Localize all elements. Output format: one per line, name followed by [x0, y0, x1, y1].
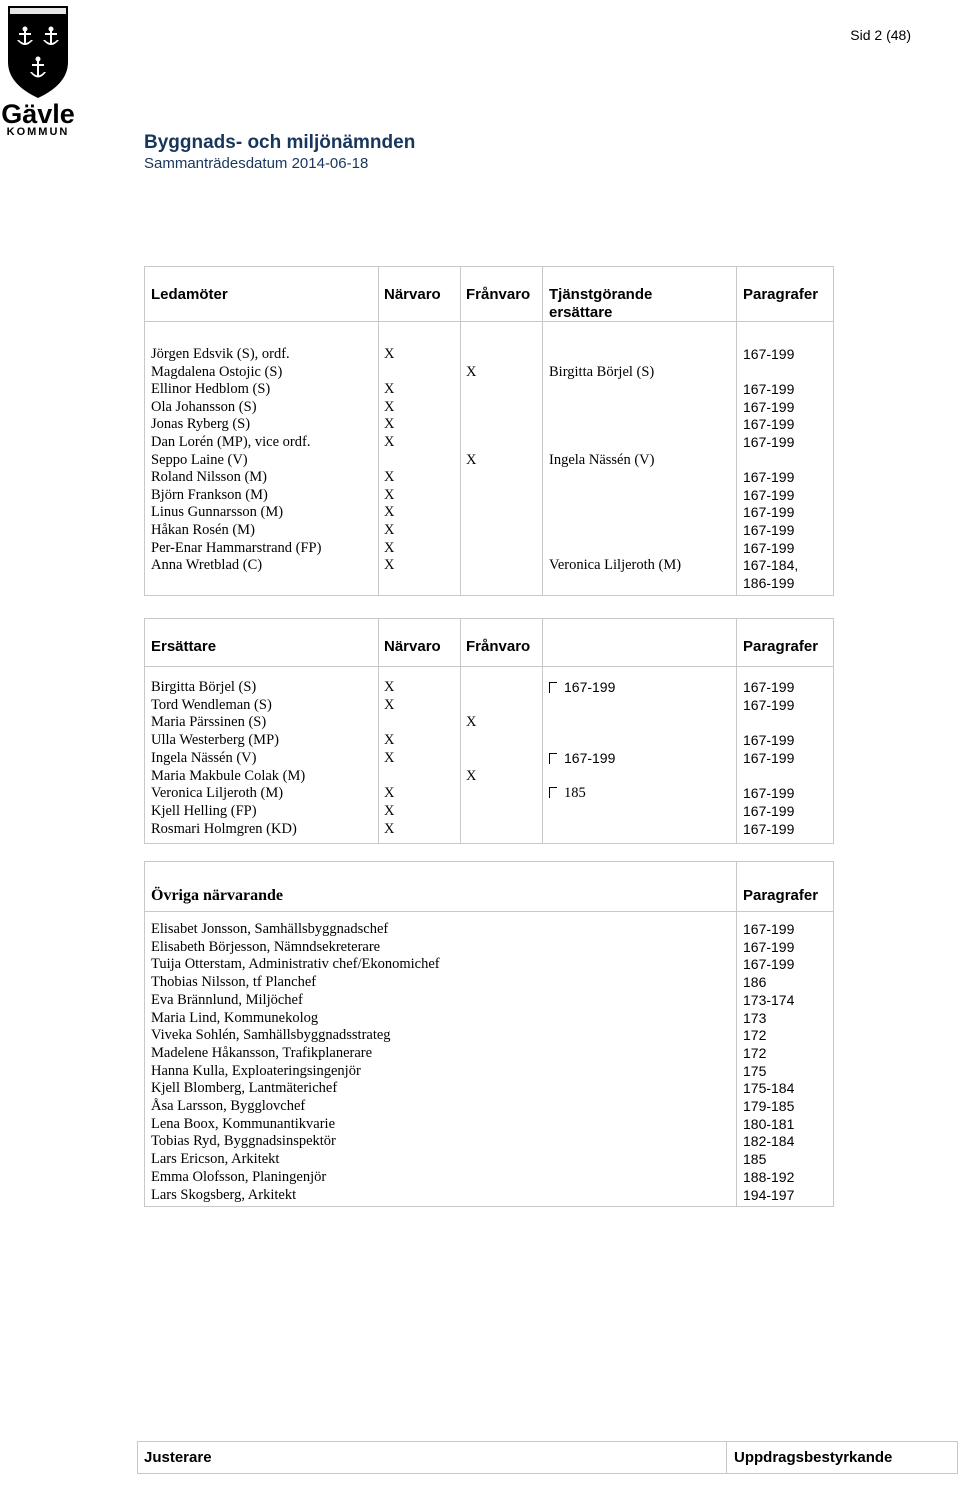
members-header-paragraphs: Paragrafer	[743, 286, 819, 303]
paragraph-range: 167-199	[743, 749, 795, 766]
substitutes-table	[144, 618, 834, 844]
substitute-row	[145, 768, 833, 786]
paragraph-range: 167-199	[743, 398, 795, 415]
present-mark: X	[384, 434, 395, 450]
member-name: Linus Gunnarsson (M)	[151, 504, 284, 521]
present-mark: X	[384, 557, 395, 574]
substitute-name: Rosmari Holmgren (KD)	[151, 820, 297, 837]
present-mark: X	[384, 504, 395, 521]
signature-footer	[137, 1441, 958, 1474]
serving-paragraphs: 167-199	[549, 750, 615, 768]
members-table	[144, 266, 834, 596]
member-name: Roland Nilsson (M)	[151, 469, 267, 486]
substitutes-header-name: Ersättare	[151, 638, 217, 655]
member-name: Björn Frankson (M)	[151, 486, 268, 503]
absent-mark: X	[466, 714, 477, 731]
attendee-row	[145, 956, 833, 974]
member-name: Magdalena Ostojic (S)	[151, 363, 283, 380]
attendee-name: Åsa Larsson, Bygglovchef	[151, 1098, 306, 1114]
serving-substitute: Ingela Nässén (V)	[549, 451, 655, 468]
member-name: Per-Enar Hammarstrand (FP)	[151, 539, 322, 556]
present-mark: X	[384, 522, 395, 538]
paragraph-range: 175-184	[743, 1080, 795, 1097]
attendee-name: Maria Lind, Kommunekolog	[151, 1009, 319, 1026]
substitute-row	[145, 714, 833, 732]
checkmark-icon	[549, 787, 557, 798]
substitute-row	[145, 697, 833, 715]
member-name: Ellinor Hedblom (S)	[151, 381, 271, 398]
paragraph-range: 167-199	[743, 346, 795, 362]
meeting-date: Sammanträdesdatum 2014-06-18	[144, 155, 369, 172]
paragraph-range: 167-199	[743, 820, 795, 837]
member-name: Ola Johansson (S)	[151, 398, 257, 415]
attendee-row	[145, 1080, 833, 1098]
paragraph-range: 172	[743, 1044, 767, 1061]
paragraph-range: 167-199	[743, 956, 795, 973]
member-row	[145, 504, 833, 522]
present-mark: X	[384, 416, 395, 433]
substitute-name: Veronica Liljeroth (M)	[151, 785, 284, 802]
absent-mark: X	[466, 363, 477, 380]
member-name: Anna Wretblad (C)	[151, 557, 263, 574]
attendee-row	[145, 1045, 833, 1063]
substitute-row	[145, 732, 833, 750]
attendee-row	[145, 1169, 833, 1187]
footer-adjuster: Justerare	[144, 1449, 212, 1466]
attendee-name: Viveka Sohlén, Samhällsbyggnadsstrateg	[151, 1027, 391, 1044]
serving-substitute: Veronica Liljeroth (M)	[549, 557, 682, 574]
member-row	[145, 452, 833, 470]
attendee-name: Tobias Ryd, Byggnadsinspektör	[151, 1133, 336, 1150]
attendee-row	[145, 1151, 833, 1169]
serving-substitute: Birgitta Börjel (S)	[549, 363, 655, 380]
footer-certification: Uppdragsbestyrkande	[734, 1449, 893, 1466]
paragraph-range: 167-199	[743, 522, 795, 538]
paragraph-range: 167-199	[743, 504, 795, 521]
attendee-row	[145, 1010, 833, 1028]
members-header-name: Ledamöter	[151, 286, 228, 303]
municipality-logo	[0, 2, 76, 137]
serving-paragraphs: 185	[549, 785, 586, 803]
present-mark: X	[384, 486, 395, 503]
checkmark-icon	[549, 753, 557, 764]
absent-mark: X	[466, 451, 477, 468]
paragraph-range: 167-184,	[743, 557, 799, 574]
committee-title: Byggnads- och miljönämnden	[144, 132, 416, 153]
paragraph-range: 167-199	[743, 469, 795, 486]
paragraph-range: 167-199	[743, 679, 795, 695]
present-mark: X	[384, 749, 395, 766]
attendee-row	[145, 1063, 833, 1081]
absent-mark: X	[466, 767, 477, 784]
member-row	[145, 381, 833, 399]
member-row	[145, 434, 833, 452]
member-row	[145, 522, 833, 540]
attendee-name: Kjell Blomberg, Lantmäterichef	[151, 1080, 338, 1097]
member-row	[145, 469, 833, 487]
present-mark: X	[384, 539, 395, 556]
paragraph-range: 167-199	[743, 486, 795, 503]
substitute-row	[145, 785, 833, 803]
attendee-row	[145, 921, 833, 939]
present-mark: X	[384, 785, 395, 802]
others-header-title: Övriga närvarande	[151, 887, 283, 904]
attendee-name: Lars Skogsberg, Arkitekt	[151, 1186, 297, 1203]
member-row	[145, 416, 833, 434]
paragraph-range: 167-199	[743, 921, 795, 937]
members-header-substitute-2: ersättare	[549, 304, 613, 321]
substitute-name: Kjell Helling (FP)	[151, 802, 257, 819]
substitute-name: Maria Makbule Colak (M)	[151, 767, 306, 784]
paragraph-range: 194-197	[743, 1186, 795, 1203]
present-mark: X	[384, 381, 395, 398]
paragraph-range: 167-199	[743, 938, 795, 955]
member-row	[145, 346, 833, 364]
attendee-name: Elisabeth Börjesson, Nämndsekreterare	[151, 938, 381, 955]
substitute-row	[145, 750, 833, 768]
member-name: Seppo Laine (V)	[151, 451, 248, 468]
substitute-name: Ulla Westerberg (MP)	[151, 732, 279, 749]
paragraph-range: 167-199	[743, 539, 795, 556]
substitute-name: Tord Wendleman (S)	[151, 696, 272, 713]
attendee-row	[145, 1133, 833, 1151]
checkmark-icon	[549, 682, 557, 693]
attendee-name: Elisabet Jonsson, Samhällsbyggnadschef	[151, 921, 389, 937]
attendee-row	[145, 1027, 833, 1045]
paragraph-range: 167-199	[743, 381, 795, 398]
paragraph-range: 186	[743, 974, 767, 991]
paragraph-range: 167-199	[743, 416, 795, 433]
substitute-name: Maria Pärssinen (S)	[151, 714, 267, 731]
paragraph-range: 167-199	[743, 732, 795, 749]
paragraph-range: 180-181	[743, 1115, 795, 1132]
others-table	[144, 861, 834, 1207]
present-mark: X	[384, 469, 395, 486]
present-mark: X	[384, 679, 395, 695]
logo-wordmark: Gävle	[1, 99, 75, 129]
attendee-row	[145, 974, 833, 992]
members-header-substitute: Tjänstgörande	[549, 286, 653, 303]
attendee-name: Hanna Kulla, Exploateringsingenjör	[151, 1062, 361, 1079]
attendee-row	[145, 1187, 833, 1205]
paragraph-range: 173-174	[743, 991, 795, 1008]
present-mark: X	[384, 802, 395, 819]
serving-paragraphs: 167-199	[549, 679, 615, 697]
member-row	[145, 540, 833, 558]
present-mark: X	[384, 346, 395, 362]
member-row	[145, 487, 833, 505]
paragraph-range: 182-184	[743, 1133, 795, 1150]
paragraph-range: 179-185	[743, 1098, 795, 1114]
member-name: Jörgen Edsvik (S), ordf.	[151, 346, 290, 362]
others-header-paragraphs: Paragrafer	[743, 887, 819, 904]
member-name: Dan Lorén (MP), vice ordf.	[151, 434, 311, 450]
page-number: Sid 2 (48)	[850, 27, 911, 43]
substitutes-header-absent: Frånvaro	[466, 638, 531, 655]
attendee-name: Lena Boox, Kommunantikvarie	[151, 1115, 336, 1132]
members-header-present: Närvaro	[384, 286, 441, 303]
attendee-name: Thobias Nilsson, tf Planchef	[151, 974, 317, 991]
member-row	[145, 557, 833, 575]
paragraph-range: 186-199	[743, 574, 795, 591]
substitutes-header-present: Närvaro	[384, 638, 441, 655]
attendee-row	[145, 992, 833, 1010]
member-row	[145, 399, 833, 417]
attendee-row	[145, 1098, 833, 1116]
member-name: Håkan Rosén (M)	[151, 522, 255, 538]
present-mark: X	[384, 696, 395, 713]
attendee-row	[145, 1116, 833, 1134]
paragraph-range: 173	[743, 1009, 767, 1026]
attendee-name: Lars Ericson, Arkitekt	[151, 1151, 280, 1168]
paragraph-range: 172	[743, 1027, 767, 1044]
member-name: Jonas Ryberg (S)	[151, 416, 251, 433]
member-row	[145, 575, 833, 593]
attendee-name: Tuija Otterstam, Administrativ chef/Ekonomichef	[151, 956, 440, 973]
present-mark: X	[384, 398, 395, 415]
substitute-row	[145, 803, 833, 821]
paragraph-range: 167-199	[743, 434, 795, 450]
attendee-name: Emma Olofsson, Planingenjör	[151, 1168, 327, 1185]
substitutes-header-paragraphs: Paragrafer	[743, 638, 819, 655]
substitute-row	[145, 679, 833, 697]
paragraph-range: 175	[743, 1062, 767, 1079]
logo-subtitle: KOMMUN	[6, 126, 70, 137]
paragraph-range: 185	[743, 1151, 767, 1168]
paragraph-range: 188-192	[743, 1168, 795, 1185]
attendee-name: Eva Brännlund, Miljöchef	[151, 991, 303, 1008]
paragraph-range: 167-199	[743, 802, 795, 819]
attendee-name: Madelene Håkansson, Trafikplanerare	[151, 1044, 373, 1061]
paragraph-range: 167-199	[743, 785, 795, 802]
members-header-absent: Frånvaro	[466, 286, 531, 303]
present-mark: X	[384, 820, 395, 837]
paragraph-range: 167-199	[743, 696, 795, 713]
substitute-name: Ingela Nässén (V)	[151, 749, 257, 766]
attendee-row	[145, 939, 833, 957]
substitute-name: Birgitta Börjel (S)	[151, 679, 257, 695]
substitute-row	[145, 821, 833, 839]
present-mark: X	[384, 732, 395, 749]
member-row	[145, 364, 833, 382]
